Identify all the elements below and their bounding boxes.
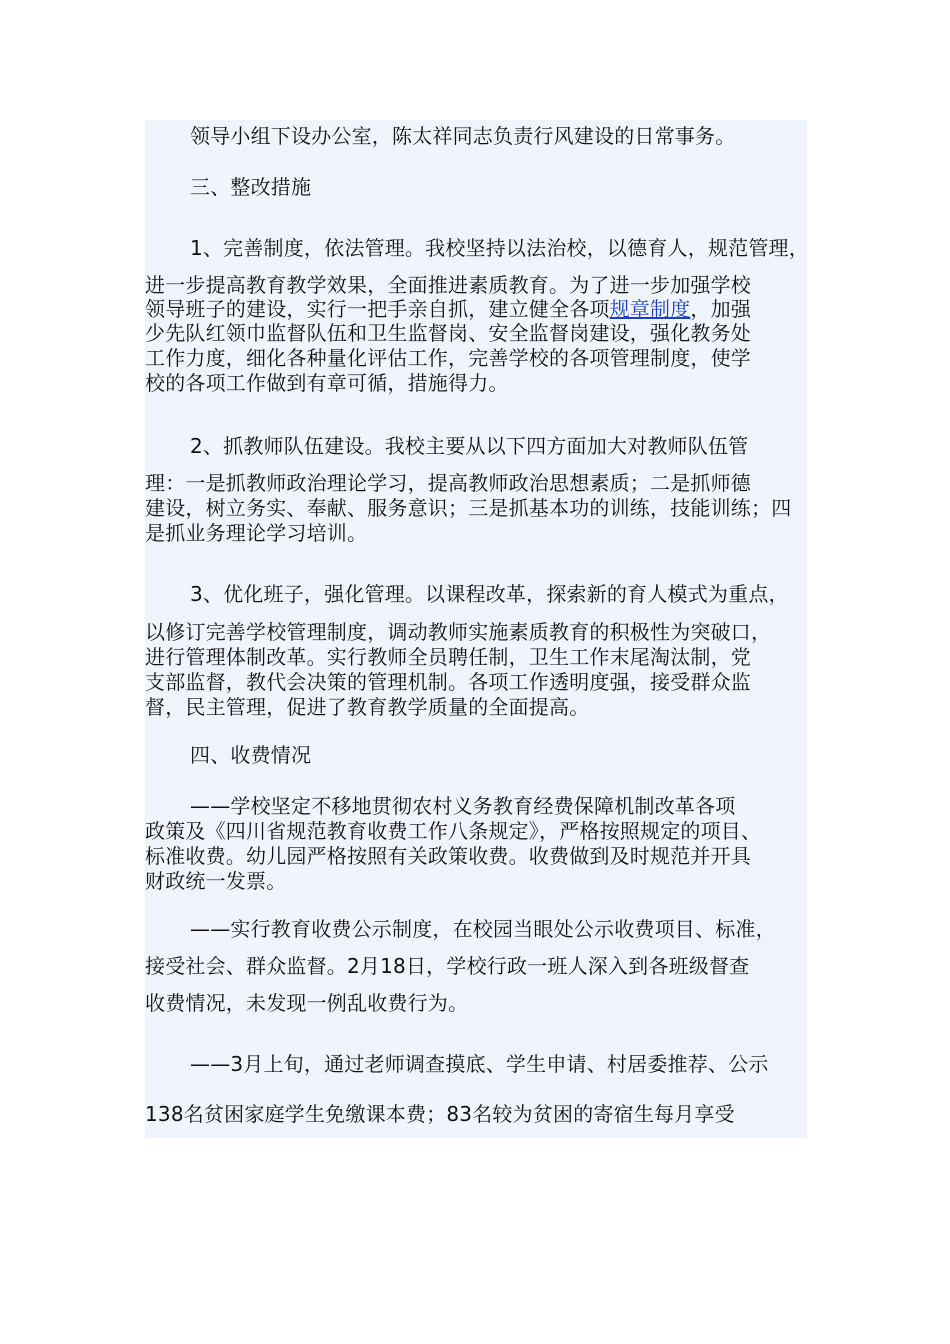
intro-line: 领导小组下设办公室，陈太祥同志负责行风建设的日常事务。 [190,124,736,148]
item1-line2: 进一步提高教育教学效果，全面推进素质教育。为了进一步加强学校 [145,273,751,297]
item1-line4: 少先队红领巾监督队伍和卫生监督岗、安全监督岗建设，强化教务处 [145,321,751,345]
item3-line1: 3、优化班子，强化管理。以课程改革，探索新的育人模式为重点， [190,582,789,606]
item1-line6: 校的各项工作做到有章可循，措施得力。 [145,371,509,395]
item1-line5: 工作力度，细化各种量化评估工作，完善学校的各项管理制度，使学 [145,346,751,370]
fee2-line2: 接受社会、群众监督。2月18日，学校行政一班人深入到各班级督查 [145,954,750,978]
section4-heading: 四、收费情况 [190,743,312,767]
fee1-line2: 政策及《四川省规范教育收费工作八条规定》，严格按照规定的项目、 [145,819,762,843]
item2-line2: 理：一是抓教师政治理论学习，提高教师政治思想素质；二是抓师德 [145,471,751,495]
item3-line5: 督，民主管理，促进了教育教学质量的全面提高。 [145,695,590,719]
fee1-line4: 财政统一发票。 [145,869,287,893]
fee1-line3: 标准收费。幼儿园严格按照有关政策收费。收费做到及时规范并开具 [145,844,751,868]
section3-heading: 三、整改措施 [190,175,312,199]
regulations-link[interactable]: 规章制度 [609,297,691,321]
item1-line3-text: 领导班子的建设，实行一把手亲自抓，建立健全各项 [145,297,610,321]
item2-line3: 建设，树立务实、奉献、服务意识；三是抓基本功的训练，技能训练；四 [145,496,792,520]
fee2-line1: ——实行教育收费公示制度，在校园当眼处公示收费项目、标准， [190,917,776,941]
item3-line2: 以修订完善学校管理制度，调动教师实施素质教育的积极性为突破口， [145,620,772,644]
item3-line4: 支部监督，教代会决策的管理机制。各项工作透明度强，接受群众监 [145,670,751,694]
item3-line3: 进行管理体制改革。实行教师全员聘任制，卫生工作末尾淘汰制，党 [145,645,751,669]
item1-line3-tail: ，加强 [690,297,752,321]
fee1-line1: ——学校坚定不移地贯彻农村义务教育经费保障机制改革各项 [190,794,736,818]
item1-line1: 1、完善制度，依法管理。我校坚持以法治校，以德育人，规范管理， [190,236,809,260]
fee3-line2: 138名贫困家庭学生免缴课本费；83名较为贫困的寄宿生每月享受 [145,1102,735,1126]
fee3-line1: ——3月上旬，通过老师调查摸底、学生申请、村居委推荐、公示 [190,1052,769,1076]
fee2-line3: 收费情况，未发现一例乱收费行为。 [145,991,469,1015]
item1-line3 [145,296,751,322]
item2-line1: 2、抓教师队伍建设。我校主要从以下四方面加大对教师队伍管 [190,434,749,458]
item2-line4: 是抓业务理论学习培训。 [145,521,368,545]
